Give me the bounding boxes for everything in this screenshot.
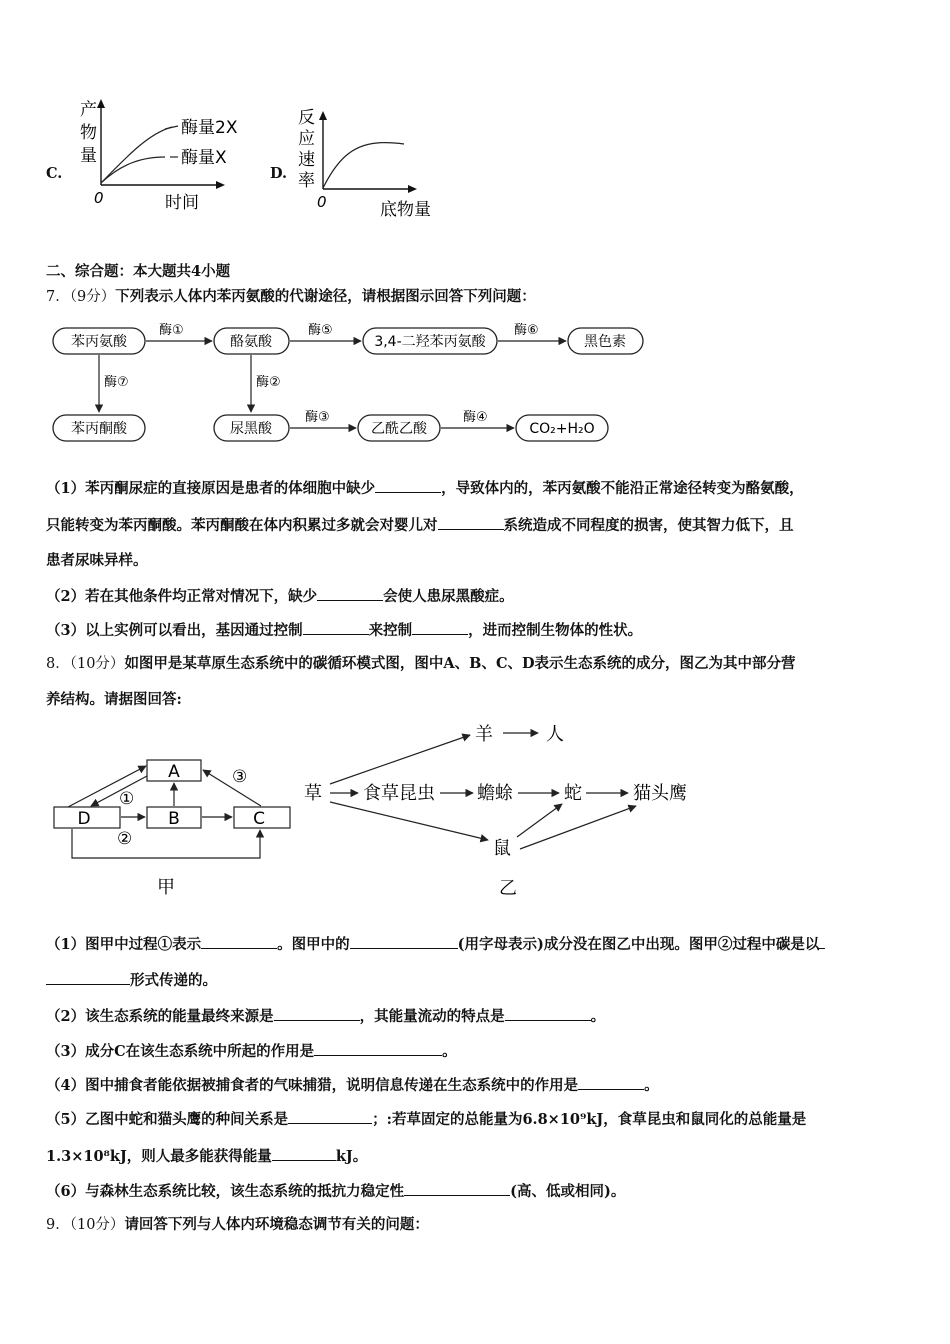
q8-p1-blank-2[interactable] [350, 934, 458, 949]
q8-p3-text-b: 。 [442, 1043, 457, 1060]
q7-p1-text-e: 患者尿味异样。 [46, 552, 148, 569]
q8-p4-text-a: （4）图中捕食者能依据被捕食者的气味捕猎，说明信息传递在生态系统中的作用是 [46, 1077, 579, 1094]
jia-label-a: A [168, 762, 180, 782]
graph-c-curve-2x-label: 酶量2X [181, 118, 238, 138]
node-dopa-label: 3,4-二羟苯丙氨酸 [374, 334, 486, 350]
enzyme3-label: 酶③ [305, 410, 330, 425]
q7-score: （9分） [69, 289, 116, 305]
q8-number: 8． [46, 656, 70, 672]
graph-c-ylabel-1: 产 [80, 100, 97, 120]
q7-p3-text-c: ，进而控制生物体的性状。 [468, 622, 643, 639]
q7-p2-text-a: （2）若在其他条件均正常对情况下，缺少 [46, 588, 318, 605]
graph-d-ylabel-1: 反 [298, 108, 315, 128]
q8-p1-text-d: 形式传递的。 [130, 972, 217, 989]
graph-d-xlabel: 底物量 [380, 200, 431, 220]
q7-p1-blank-1[interactable] [375, 478, 441, 493]
q8-diagram-jia [46, 748, 306, 903]
q7-p2-text-b: 会使人患尿黑酸症。 [383, 588, 514, 605]
q7-number: 7． [46, 289, 70, 305]
q8-p4-blank[interactable] [578, 1075, 644, 1090]
yi-caption: 乙 [499, 878, 517, 899]
q8-p1-blank-3b[interactable] [46, 970, 130, 985]
graph-d-origin: 0 [317, 193, 327, 211]
option-c-label: C. [46, 165, 63, 182]
yi-human: 人 [546, 724, 564, 745]
q7-p3-blank-2[interactable] [412, 620, 468, 635]
q8-part4 [46, 1075, 659, 1096]
q7-p3-text-b: 来控制 [368, 622, 413, 639]
jia-process-1: ① [119, 789, 135, 809]
graph-c [70, 95, 260, 220]
enzyme6-label: 酶⑥ [514, 323, 539, 338]
yi-mouse: 鼠 [493, 838, 511, 859]
q8-p2-blank-1[interactable] [274, 1006, 360, 1021]
q8-p2-text-c: 。 [590, 1008, 606, 1025]
node-melanin-label: 黑色素 [584, 334, 626, 350]
q7-p1-text-a: （1）苯丙酮尿症的直接原因是患者的体细胞中缺少 [46, 480, 376, 497]
q8-part5-line2 [46, 1146, 367, 1167]
q8-p5-blank-1[interactable] [288, 1109, 372, 1124]
q7-p2-blank[interactable] [317, 586, 383, 601]
q7-p1-blank-2[interactable] [438, 515, 504, 530]
q8-part1-line1 [46, 934, 825, 955]
q7-part3 [46, 620, 642, 641]
q8-p6-blank[interactable] [404, 1181, 510, 1196]
graph-c-ylabel-2: 物 [80, 123, 97, 143]
q8-p5-text-c: 1.3×10⁸kJ，则人最多能获得能量 [46, 1148, 272, 1165]
yi-insect: 食草昆虫 [363, 783, 435, 804]
q8-part2 [46, 1006, 605, 1027]
graph-d-ylabel-2: 应 [298, 129, 315, 149]
q7-p3-text-a: （3）以上实例可以看出，基因通过控制 [46, 622, 303, 639]
q8-p3-text-a: （3）成分C在该生态系统中所起的作用是 [46, 1043, 315, 1060]
graph-c-curve-x [101, 157, 165, 183]
q8-p3-blank[interactable] [314, 1041, 442, 1056]
q8-p5-text-b: ；:若草固定的总能量为6.8×10⁹kJ，食草昆虫和鼠同化的总能量是 [372, 1111, 807, 1128]
q8-p1-text-b: 。图甲中的 [277, 936, 350, 953]
graph-d-x-arrow [408, 185, 417, 193]
graph-c-curve-x-label: 酶量X [181, 148, 227, 168]
node-phenylpyruvate-label: 苯丙酮酸 [71, 421, 127, 437]
jia-caption: 甲 [157, 877, 175, 898]
q8-p2-blank-2[interactable] [505, 1006, 591, 1021]
jia-arrow-d-to-a [68, 766, 146, 807]
q8-p1-text-a: （1）图甲中过程①表示 [46, 936, 202, 953]
enzyme7-label: 酶⑦ [104, 375, 129, 390]
enzyme4-label: 酶④ [463, 410, 488, 425]
q8-part1-line2 [46, 970, 217, 991]
q8-p2-text-a: （2）该生态系统的能量最终来源是 [46, 1008, 274, 1025]
q8-part5-line1 [46, 1109, 806, 1130]
q8-p4-text-b: 。 [644, 1077, 659, 1094]
graph-d-curve [323, 143, 404, 188]
q9-stem-line [46, 1215, 429, 1235]
q7-part1-line3 [46, 551, 148, 571]
q8-p6-text-b: (高、低或相同)。 [510, 1183, 626, 1200]
q7-part1-line2 [46, 515, 794, 536]
q8-p2-text-b: ，其能量流动的特点是 [359, 1008, 505, 1025]
jia-process-3: ③ [232, 767, 248, 787]
q7-p1-text-b: ，导致体内的，苯丙氨酸不能沿正常途径转变为酪氨酸， [441, 480, 804, 497]
graph-c-x-arrow [216, 181, 225, 189]
q8-p6-text-a: （6）与森林生态系统比较，该生态系统的抵抗力稳定性 [46, 1183, 405, 1200]
q9-score: （10分） [69, 1217, 125, 1233]
q9-stem: 请回答下列与人体内环境稳态调节有关的问题： [124, 1216, 429, 1233]
jia-label-c: C [253, 809, 265, 829]
node-acetoacetate-label: 乙酰乙酸 [371, 421, 427, 437]
yi-arrow-mouse-owl [520, 806, 636, 849]
jia-process-2: ② [117, 829, 133, 849]
yi-sheep: 羊 [475, 724, 493, 745]
q7-part1-line1 [46, 478, 804, 499]
q8-p1-blank-3a[interactable] [819, 934, 825, 949]
graph-c-y-arrow [97, 99, 105, 108]
enzyme1-label: 酶① [159, 323, 184, 338]
q8-stem-a: 如图甲是某草原生态系统中的碳循环模式图，图中A、B、C、D表示生态系统的成分，图乙为其中部分营 [124, 655, 796, 672]
jia-label-b: B [168, 809, 180, 829]
yi-grass: 草 [304, 783, 322, 804]
q7-p1-text-d: 系统造成不同程度的损害，使其智力低下，且 [503, 517, 794, 534]
q7-stem-line [46, 287, 536, 307]
q8-part3 [46, 1041, 457, 1062]
enzyme2-label: 酶② [256, 375, 281, 390]
graph-c-ylabel-3: 量 [80, 146, 97, 166]
yi-arrow-mouse-snake [517, 804, 562, 837]
node-tyrosine-label: 酪氨酸 [230, 334, 272, 350]
q8-score: （10分） [69, 656, 125, 672]
yi-snake: 蛇 [564, 783, 582, 804]
q7-p3-blank-1[interactable] [303, 620, 369, 635]
q8-p5-text-a: （5）乙图中蛇和猫头鹰的种间关系是 [46, 1111, 289, 1128]
q7-stem: 下列表示人体内苯丙氨酸的代谢途径，请根据图示回答下列问题： [115, 288, 536, 305]
q8-diagram-yi [300, 712, 720, 907]
jia-arrow-d-to-c [72, 829, 260, 858]
enzyme5-label: 酶⑤ [308, 323, 333, 338]
q8-stem-line1 [46, 654, 796, 674]
graph-c-curve-2x-lead [165, 126, 178, 129]
q8-p5-text-d: kJ。 [335, 1148, 368, 1165]
jia-label-d: D [77, 809, 91, 829]
node-co2-h2o-label: CO₂+H₂O [529, 421, 595, 437]
yi-arrow-grass-mouse [330, 802, 488, 840]
graph-d [292, 105, 452, 225]
q8-part6 [46, 1181, 625, 1202]
graph-c-xlabel: 时间 [165, 193, 199, 213]
q7-p1-text-c: 只能转变为苯丙酮酸。苯丙酮酸在体内积累过多就会对婴儿对 [46, 517, 438, 534]
q7-part2 [46, 586, 514, 607]
graph-c-origin: 0 [94, 189, 104, 207]
graph-d-y-arrow [319, 111, 327, 120]
node-phenylalanine-label: 苯丙氨酸 [71, 334, 127, 350]
yi-toad: 蟾蜍 [477, 783, 513, 804]
yi-owl: 猫头鹰 [633, 783, 687, 804]
q8-p1-blank-1[interactable] [201, 934, 277, 949]
graph-d-ylabel-3: 速 [298, 150, 315, 170]
section-title: 二、综合题：本大题共4小题 [46, 263, 231, 280]
q8-stem-line2: 养结构。请据图回答: [46, 691, 182, 708]
graph-d-ylabel-4: 率 [298, 171, 315, 191]
option-d-label: D. [270, 165, 288, 182]
q8-p5-blank-2[interactable] [272, 1146, 336, 1161]
yi-arrow-grass-sheep [330, 735, 470, 784]
q7-pathway-diagram [46, 318, 666, 453]
q8-p1-text-c: (用字母表示)成分没在图乙中出现。图甲②过程中碳是以 [457, 936, 820, 953]
q9-number: 9． [46, 1217, 70, 1233]
node-homogentisate-label: 尿黑酸 [230, 421, 272, 437]
